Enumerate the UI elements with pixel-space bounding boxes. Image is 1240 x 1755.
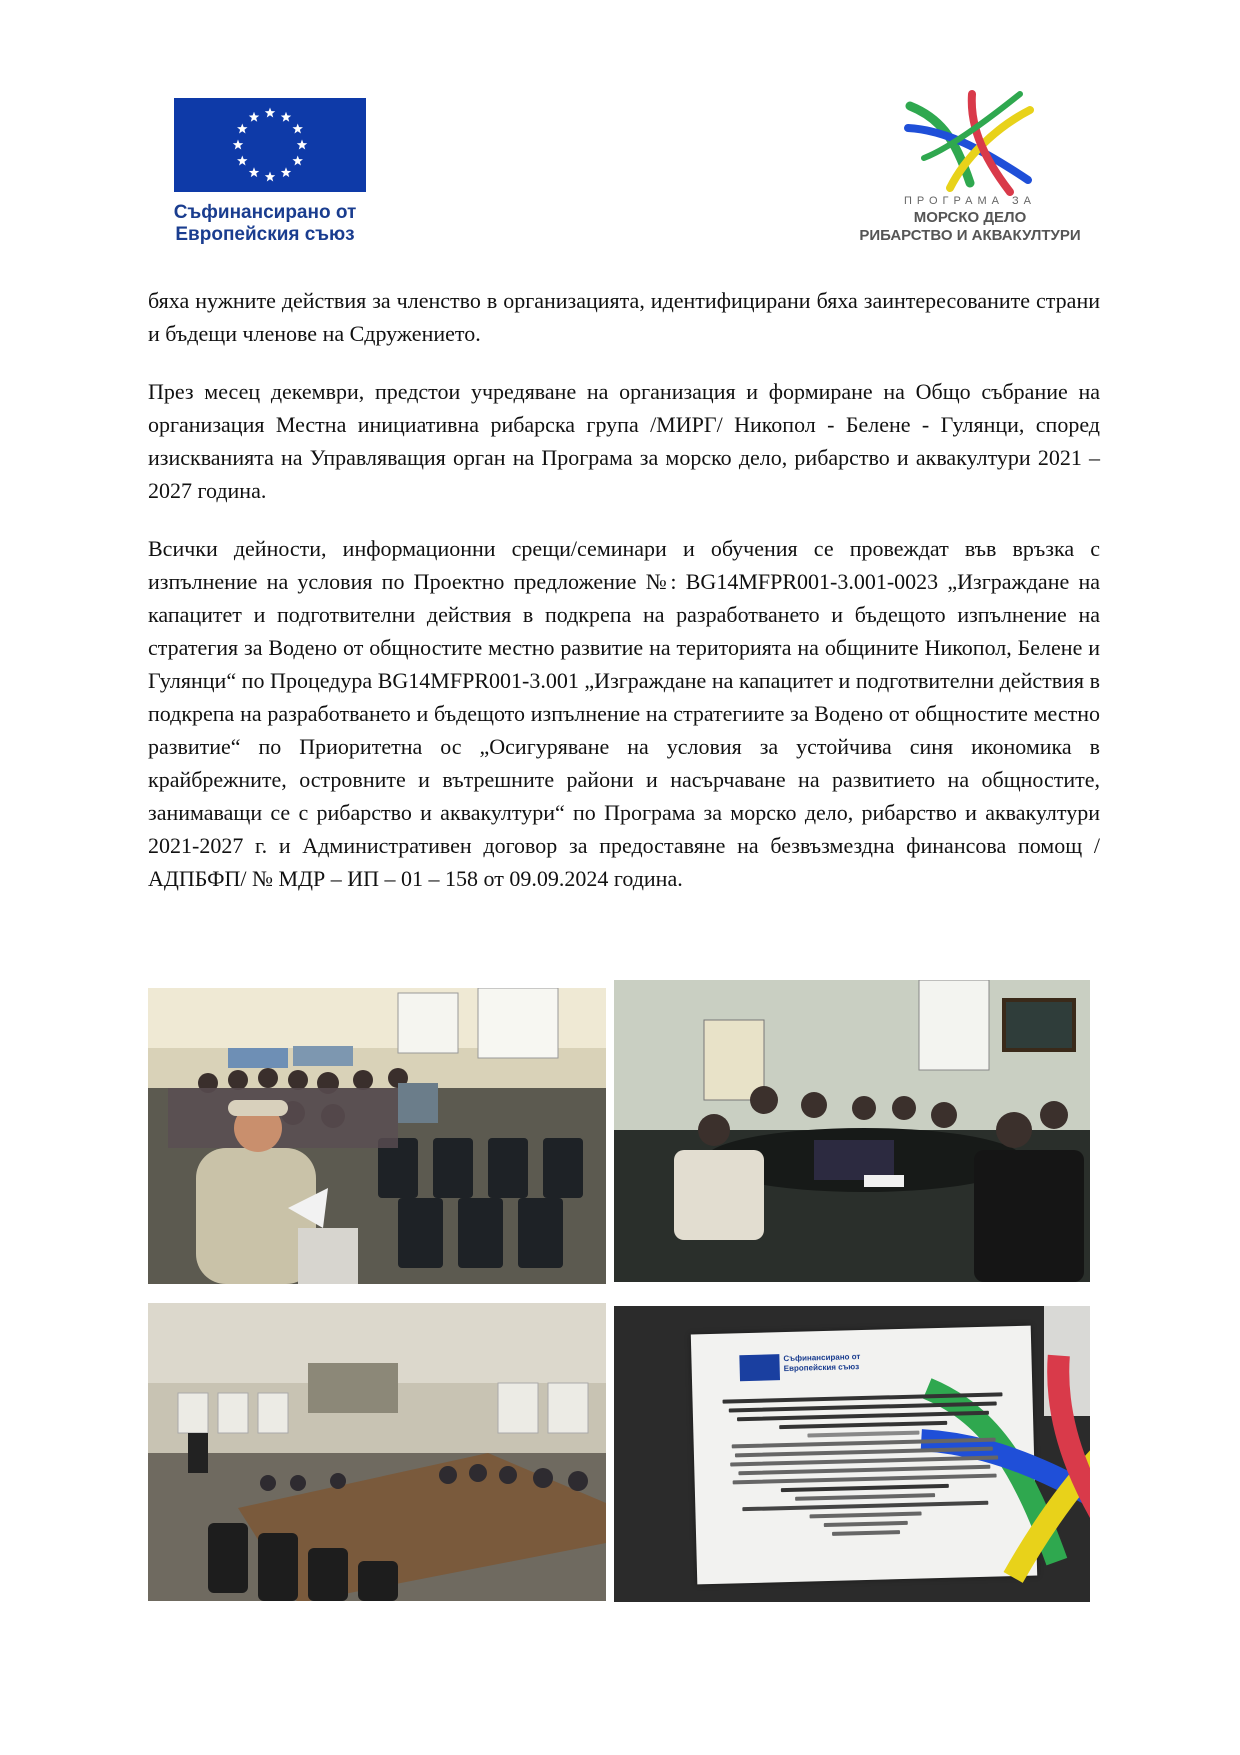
photo-meeting-table	[614, 980, 1090, 1282]
poster-eu-caption	[783, 1352, 861, 1374]
eu-star-icon	[237, 156, 247, 166]
photo-seminar-audience	[148, 988, 606, 1284]
eu-star-icon	[237, 124, 247, 134]
eu-star-icon	[249, 167, 259, 177]
eu-star-icon	[265, 172, 275, 182]
poster-eu-line1: Съфинансирано от	[783, 1352, 861, 1364]
eu-logo-caption	[150, 202, 380, 246]
poster-text-lines	[723, 1392, 1007, 1543]
eu-star-icon	[249, 112, 259, 122]
paragraph-2: През месец декември, предстои учредяване на организация и формиране на Общо събрание на организация Местна инициативна рибарска група /МИРГ/ Никопол - Белене - Гулянци, според изискванията на Управляващия орган на Програма за морско дело, рибарство и аквакултури 2021 – 2027 година.	[148, 379, 1100, 503]
eu-cofunded-logo	[150, 98, 380, 248]
eu-flag-icon	[174, 98, 366, 192]
eu-star-icon	[233, 140, 243, 150]
eu-caption-line2: Европейския съюз	[175, 224, 355, 245]
eu-star-icon	[297, 140, 307, 150]
program-small-label: ПРОГРАМА ЗА	[904, 195, 1036, 207]
eu-star-icon	[281, 112, 291, 122]
photo-project-poster	[614, 1306, 1090, 1602]
maritime-program-logo	[850, 88, 1090, 248]
eu-caption-line1: Съфинансирано от	[173, 202, 357, 223]
program-line2: РИБАРСТВО И АКВАКУЛТУРИ	[859, 227, 1081, 244]
poster-eu-flag-icon	[739, 1354, 780, 1381]
project-poster	[691, 1326, 1037, 1585]
program-logo-caption	[850, 193, 1090, 245]
photo-conference-hall	[148, 1303, 606, 1601]
paragraph-3: Всички дейности, информационни срещи/семинари и обучения се провеждат във връзка с изпълнение на условия по Проектно предложение №: BG14MFPR001-3.001-0023 „Изграждане на капацитет и подготвителни действия в подкрепа на разработването и бъдещото изпълнение на стратегия за Водено от общностите местно развитие на територията на общините Никопол, Белене и Гулянци“ по Процедура BG14MFPR001-3.001 „Изграждане на капацитет и подготвителни действия в подкрепа на разработването и бъдещото изпълнение на стратегиите за Водено от общностите местно развитие“ по Приоритетна ос „Осигуряване на условия за устойчива синя икономика в крайбрежните, островните и вътрешните райони и насърчаване на развитието на общностите, занимаващи се с рибарство и аквакултури“ по Програма за морско дело, рибарство и аквакултури 2021-2027 г. и Административен договор за предоставяне на безвъзмездна финансова помощ /АДПБФП/ № МДР – ИП – 01 – 158 от 09.09.2024 година.	[148, 536, 1100, 891]
program-line1: МОРСКО ДЕЛО	[913, 209, 1027, 226]
document-body	[148, 284, 1100, 920]
poster-eu-line2: Европейския съюз	[783, 1362, 860, 1374]
paragraph-1: бяха нужните действия за членство в организацията, идентифицирани бяха заинтересованите страни и бъдещи членове на Сдружението.	[148, 288, 1100, 346]
eu-star-icon	[292, 124, 302, 134]
eu-star-icon	[292, 156, 302, 166]
program-mark-icon	[900, 88, 1040, 196]
eu-star-icon	[281, 167, 291, 177]
eu-star-icon	[265, 108, 275, 118]
